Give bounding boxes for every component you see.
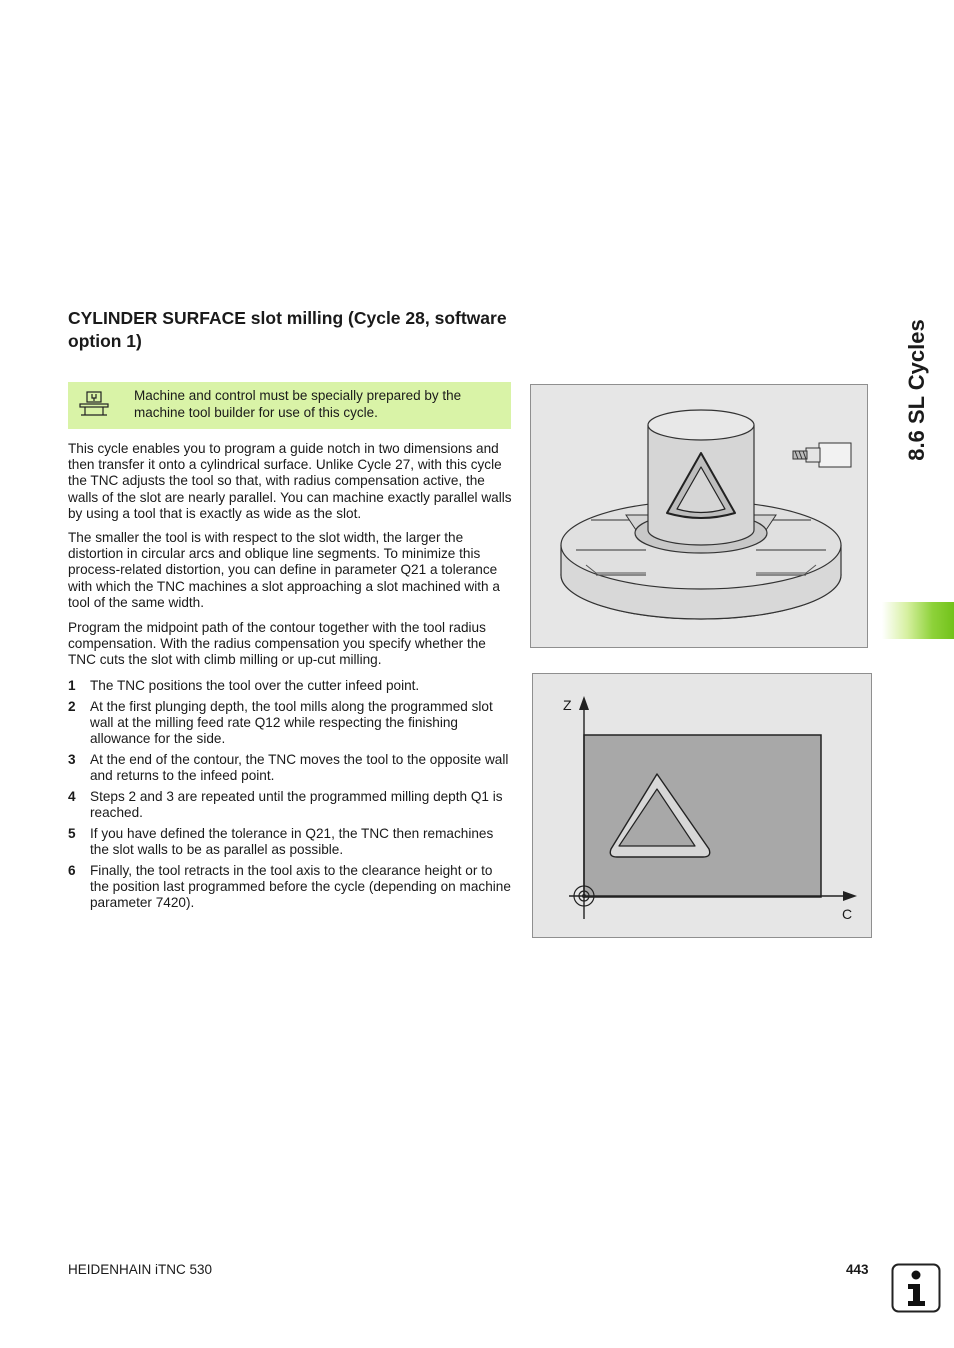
machine-icon [78, 390, 110, 418]
step-text: If you have defined the tolerance in Q21, the TNC then remachines the slot walls to be as parallel as possible. [90, 826, 494, 858]
list-item [68, 789, 513, 821]
paragraph-compensation: Program the midpoint path of the contour together with the tool radius compensation. With the radius compensation you specify whether the TNC cuts the slot with climb milling or up-cut milling. [68, 620, 486, 668]
step-text: At the first plunging depth, the tool mills along the programmed slot wall at the milling feed rate Q12 while respecting the finishing allowance for the side. [90, 698, 493, 747]
z-axis-label: Z [563, 697, 572, 713]
paragraph-distortion: The smaller the tool is with respect to the slot width, the larger the distortion in circular arcs and oblique line segments. To minimize this process-related distortion, you can define in parameter Q21 a tolerance with which the TNC machines a slot approaching a slot machined with a tool of the same width. [68, 530, 500, 610]
section-tab [897, 300, 937, 480]
step-text: Steps 2 and 3 are repeated until the programmed milling depth Q1 is reached. [90, 789, 503, 821]
step-number: 4 [68, 789, 76, 804]
list-item [68, 699, 513, 748]
c-axis-label: C [842, 906, 853, 922]
list-item [68, 826, 513, 858]
list-item [68, 678, 513, 694]
cylinder-drawing [531, 385, 869, 649]
step-text: Finally, the tool retracts in the tool axis to the clearance height or to the position last programmed before the cycle (depending on machine parameter 7420). [90, 863, 511, 911]
page-number: 443 [846, 1262, 869, 1277]
list-item [68, 863, 513, 912]
list-item [68, 752, 513, 784]
step-number: 3 [68, 752, 76, 767]
cylinder-illustration [530, 384, 868, 648]
step-number: 6 [68, 863, 76, 878]
section-tab-label: 8.6 SL Cycles [904, 319, 929, 461]
paragraph-intro: This cycle enables you to program a guide notch in two dimensions and then transfer it onto a cylindrical surface. Unlike Cycle 27, with this cycle the TNC adjusts the tool so that, with radius compensation active, the walls of the slot are nearly parallel. You can machine exactly parallel walls by using a tool that is exactly as wide as the slot. [68, 441, 512, 521]
step-list [68, 678, 513, 916]
chapter-marker [882, 602, 954, 639]
footer-manual-title: HEIDENHAIN iTNC 530 [68, 1262, 213, 1277]
step-number: 2 [68, 698, 76, 714]
step-text: At the end of the contour, the TNC moves the tool to the opposite wall and returns to the infeed point. [90, 752, 509, 784]
info-icon [891, 1263, 941, 1313]
note-text: Machine and control must be specially prepared by the machine tool builder for use of this cycle. [134, 388, 462, 420]
step-number: 1 [68, 678, 76, 693]
step-text: The TNC positions the tool over the cutter infeed point. [90, 678, 420, 693]
machine-note [68, 382, 511, 429]
development-diagram [532, 673, 872, 938]
section-heading: CYLINDER SURFACE slot milling (Cycle 28, software option 1) [68, 308, 507, 351]
development-drawing [533, 674, 873, 939]
step-number: 5 [68, 826, 76, 841]
